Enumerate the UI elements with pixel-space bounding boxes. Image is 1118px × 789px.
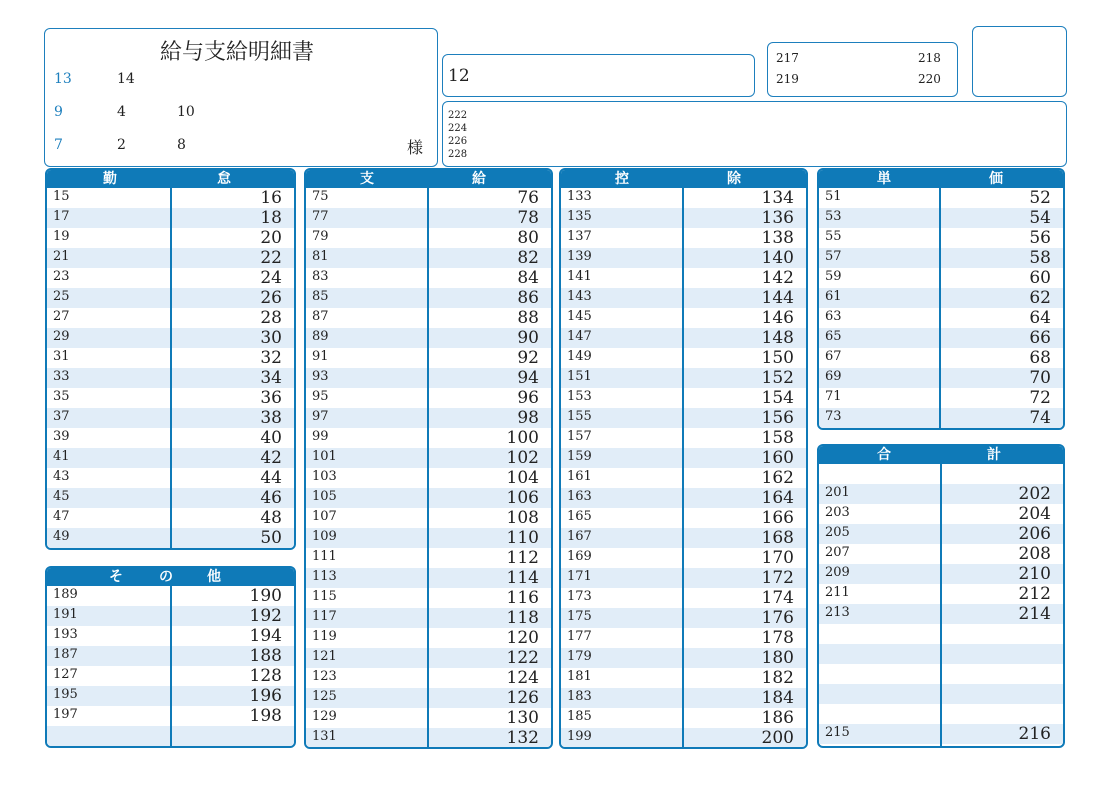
row-label: 61 <box>825 289 842 304</box>
row-label: 117 <box>312 609 337 624</box>
row-label: 35 <box>53 389 70 404</box>
row-value: 158 <box>761 428 794 448</box>
row-label: 143 <box>567 289 592 304</box>
row-label: 47 <box>53 509 70 524</box>
row-label: 185 <box>567 709 592 724</box>
row-label: 189 <box>53 587 78 602</box>
row-value: 142 <box>761 268 794 288</box>
table-row <box>819 248 1063 268</box>
row-label: 213 <box>825 605 850 620</box>
row-label: 73 <box>825 409 842 424</box>
row-label: 87 <box>312 309 329 324</box>
row-value: 128 <box>249 666 282 686</box>
row-label: 39 <box>53 429 70 444</box>
row-value: 62 <box>1029 288 1051 308</box>
row-label: 121 <box>312 649 337 664</box>
row-label: 169 <box>567 549 592 564</box>
row-value: 134 <box>761 188 794 208</box>
row-label: 45 <box>53 489 70 504</box>
row-label: 25 <box>53 289 70 304</box>
row-label: 205 <box>825 525 850 540</box>
row-label: 149 <box>567 349 592 364</box>
row-label: 203 <box>825 505 850 520</box>
row-label: 157 <box>567 429 592 444</box>
row-label: 155 <box>567 409 592 424</box>
row-label: 91 <box>312 349 329 364</box>
field-224: 224 <box>448 123 468 134</box>
field-219: 219 <box>776 72 799 86</box>
row-value: 110 <box>506 528 539 548</box>
field-222: 222 <box>448 110 468 121</box>
other-panel <box>45 566 296 748</box>
row-value: 132 <box>506 728 539 748</box>
row-value: 92 <box>517 348 539 368</box>
row-value: 64 <box>1029 308 1051 328</box>
row-label: 59 <box>825 269 842 284</box>
payment-header-2: 給 <box>472 171 486 187</box>
row-value: 30 <box>260 328 282 348</box>
row-value: 122 <box>506 648 539 668</box>
table-row <box>819 228 1063 248</box>
row-label: 175 <box>567 609 592 624</box>
row-label: 21 <box>53 249 70 264</box>
row-value: 214 <box>1018 604 1051 624</box>
field-7: 7 <box>54 137 63 153</box>
row-value: 186 <box>761 708 794 728</box>
row-value: 170 <box>761 548 794 568</box>
row-value: 86 <box>517 288 539 308</box>
row-label: 27 <box>53 309 70 324</box>
field-14: 14 <box>117 71 135 87</box>
row-label: 197 <box>53 707 78 722</box>
row-label: 141 <box>567 269 592 284</box>
row-value: 56 <box>1029 228 1051 248</box>
row-value: 74 <box>1029 408 1051 428</box>
attendance-panel <box>45 168 296 550</box>
row-label: 103 <box>312 469 337 484</box>
field-220: 220 <box>918 72 941 86</box>
row-label: 119 <box>312 629 337 644</box>
row-value: 116 <box>506 588 539 608</box>
row-label: 79 <box>312 229 329 244</box>
row-label: 193 <box>53 627 78 642</box>
row-label: 29 <box>53 329 70 344</box>
row-value: 88 <box>517 308 539 328</box>
other-header <box>47 568 294 586</box>
totals-header-1: 合 <box>877 447 891 463</box>
row-label: 81 <box>312 249 329 264</box>
other-header-3: 他 <box>207 569 221 585</box>
row-label: 55 <box>825 229 842 244</box>
row-label: 75 <box>312 189 329 204</box>
row-value: 28 <box>260 308 282 328</box>
row-value: 72 <box>1029 388 1051 408</box>
row-value: 112 <box>506 548 539 568</box>
row-value: 36 <box>260 388 282 408</box>
row-value: 48 <box>260 508 282 528</box>
row-label: 17 <box>53 209 70 224</box>
row-label: 129 <box>312 709 337 724</box>
field-12-box <box>442 54 755 97</box>
row-value: 206 <box>1018 524 1051 544</box>
table-row <box>819 188 1063 208</box>
row-label: 77 <box>312 209 329 224</box>
row-value: 80 <box>517 228 539 248</box>
row-value: 182 <box>761 668 794 688</box>
table-row <box>819 368 1063 388</box>
row-label: 99 <box>312 429 329 444</box>
row-label: 167 <box>567 529 592 544</box>
field-217-box <box>767 42 958 97</box>
row-value: 70 <box>1029 368 1051 388</box>
row-value: 126 <box>506 688 539 708</box>
deduction-header-2: 除 <box>727 171 741 187</box>
row-value: 16 <box>260 188 282 208</box>
row-label: 161 <box>567 469 592 484</box>
row-value: 118 <box>506 608 539 628</box>
row-label: 181 <box>567 669 592 684</box>
row-value: 76 <box>517 188 539 208</box>
document-title: 給与支給明細書 <box>160 40 315 65</box>
unit-price-header-2: 価 <box>989 171 1003 187</box>
row-label: 33 <box>53 369 70 384</box>
row-label: 89 <box>312 329 329 344</box>
unit-price-panel <box>817 168 1065 430</box>
row-value: 124 <box>506 668 539 688</box>
table-row <box>819 268 1063 288</box>
field-13: 13 <box>54 71 72 87</box>
row-value: 140 <box>761 248 794 268</box>
field-4: 4 <box>117 104 126 120</box>
row-label: 115 <box>312 589 337 604</box>
row-value: 192 <box>249 606 282 626</box>
unit-price-header <box>819 170 1063 188</box>
row-value: 160 <box>761 448 794 468</box>
row-label: 151 <box>567 369 592 384</box>
row-value: 166 <box>761 508 794 528</box>
row-label: 85 <box>312 289 329 304</box>
totals-header <box>819 446 1063 464</box>
unit-price-header-1: 単 <box>877 171 891 187</box>
payment-panel <box>304 168 553 749</box>
row-label: 209 <box>825 565 850 580</box>
row-value: 78 <box>517 208 539 228</box>
payment-header <box>306 170 551 188</box>
row-value: 172 <box>761 568 794 588</box>
attendance-header-1: 勤 <box>103 171 117 187</box>
totals-header-2: 計 <box>987 447 1001 463</box>
row-label: 51 <box>825 189 842 204</box>
row-label: 183 <box>567 689 592 704</box>
row-label: 133 <box>567 189 592 204</box>
row-value: 202 <box>1018 484 1051 504</box>
field-228: 228 <box>448 149 468 160</box>
row-value: 176 <box>761 608 794 628</box>
row-label: 125 <box>312 689 337 704</box>
row-label: 145 <box>567 309 592 324</box>
row-value: 194 <box>249 626 282 646</box>
row-value: 152 <box>761 368 794 388</box>
row-value: 24 <box>260 268 282 288</box>
stamp-box <box>972 26 1067 97</box>
row-label: 201 <box>825 485 850 500</box>
row-value: 174 <box>761 588 794 608</box>
row-label: 111 <box>312 549 337 564</box>
other-header-2: の <box>159 569 173 585</box>
row-label: 139 <box>567 249 592 264</box>
row-label: 57 <box>825 249 842 264</box>
row-label: 95 <box>312 389 329 404</box>
row-label: 171 <box>567 569 592 584</box>
row-label: 195 <box>53 687 78 702</box>
row-label: 101 <box>312 449 337 464</box>
row-value: 20 <box>260 228 282 248</box>
row-value: 120 <box>506 628 539 648</box>
notes-box <box>442 101 1067 167</box>
attendance-header-2: 怠 <box>217 171 231 187</box>
row-value: 216 <box>1018 724 1051 744</box>
row-value: 102 <box>506 448 539 468</box>
row-value: 46 <box>260 488 282 508</box>
row-value: 54 <box>1029 208 1051 228</box>
row-value: 180 <box>761 648 794 668</box>
row-label: 211 <box>825 585 850 600</box>
row-label: 147 <box>567 329 592 344</box>
row-value: 98 <box>517 408 539 428</box>
row-label: 135 <box>567 209 592 224</box>
row-label: 65 <box>825 329 842 344</box>
row-label: 43 <box>53 469 70 484</box>
row-value: 114 <box>506 568 539 588</box>
row-label: 153 <box>567 389 592 404</box>
row-label: 37 <box>53 409 70 424</box>
row-value: 52 <box>1029 188 1051 208</box>
row-value: 200 <box>761 728 794 748</box>
row-value: 40 <box>260 428 282 448</box>
field-10: 10 <box>177 104 195 120</box>
row-label: 179 <box>567 649 592 664</box>
row-value: 84 <box>517 268 539 288</box>
deduction-header <box>561 170 806 188</box>
row-value: 168 <box>761 528 794 548</box>
row-label: 97 <box>312 409 329 424</box>
honorific-sama: 様 <box>407 138 424 157</box>
row-label: 67 <box>825 349 842 364</box>
row-value: 178 <box>761 628 794 648</box>
row-value: 38 <box>260 408 282 428</box>
row-label: 49 <box>53 529 70 544</box>
row-value: 190 <box>249 586 282 606</box>
row-value: 212 <box>1018 584 1051 604</box>
row-label: 173 <box>567 589 592 604</box>
row-label: 207 <box>825 545 850 560</box>
row-value: 208 <box>1018 544 1051 564</box>
row-value: 94 <box>517 368 539 388</box>
row-value: 42 <box>260 448 282 468</box>
row-value: 148 <box>761 328 794 348</box>
field-217: 217 <box>776 51 799 65</box>
row-label: 137 <box>567 229 592 244</box>
field-2: 2 <box>117 137 126 153</box>
row-label: 191 <box>53 607 78 622</box>
row-label: 69 <box>825 369 842 384</box>
row-label: 107 <box>312 509 337 524</box>
totals-panel <box>817 444 1065 748</box>
row-label: 123 <box>312 669 337 684</box>
row-value: 58 <box>1029 248 1051 268</box>
row-value: 204 <box>1018 504 1051 524</box>
row-value: 162 <box>761 468 794 488</box>
row-value: 154 <box>761 388 794 408</box>
row-value: 82 <box>517 248 539 268</box>
table-row <box>819 408 1063 428</box>
row-label: 199 <box>567 729 592 744</box>
attendance-header <box>47 170 294 188</box>
row-value: 210 <box>1018 564 1051 584</box>
other-header-1: そ <box>109 569 123 585</box>
row-value: 44 <box>260 468 282 488</box>
row-label: 163 <box>567 489 592 504</box>
row-label: 19 <box>53 229 70 244</box>
row-value: 130 <box>506 708 539 728</box>
row-label: 53 <box>825 209 842 224</box>
row-label: 15 <box>53 189 70 204</box>
row-value: 136 <box>761 208 794 228</box>
row-value: 96 <box>517 388 539 408</box>
row-label: 31 <box>53 349 70 364</box>
row-label: 159 <box>567 449 592 464</box>
row-value: 26 <box>260 288 282 308</box>
table-row <box>819 308 1063 328</box>
row-label: 93 <box>312 369 329 384</box>
row-value: 66 <box>1029 328 1051 348</box>
unit-price-rows <box>819 188 1063 428</box>
row-value: 22 <box>260 248 282 268</box>
row-value: 108 <box>506 508 539 528</box>
table-row <box>819 388 1063 408</box>
row-label: 63 <box>825 309 842 324</box>
table-row <box>819 348 1063 368</box>
row-value: 138 <box>761 228 794 248</box>
row-label: 105 <box>312 489 337 504</box>
row-label: 83 <box>312 269 329 284</box>
field-226: 226 <box>448 136 468 147</box>
field-8: 8 <box>177 137 186 153</box>
row-value: 104 <box>506 468 539 488</box>
table-row <box>819 288 1063 308</box>
field-218: 218 <box>918 51 941 65</box>
row-value: 60 <box>1029 268 1051 288</box>
row-value: 164 <box>761 488 794 508</box>
row-label: 131 <box>312 729 337 744</box>
row-label: 113 <box>312 569 337 584</box>
row-value: 34 <box>260 368 282 388</box>
row-label: 23 <box>53 269 70 284</box>
table-row <box>819 328 1063 348</box>
row-value: 32 <box>260 348 282 368</box>
row-value: 144 <box>761 288 794 308</box>
row-value: 188 <box>249 646 282 666</box>
row-label: 41 <box>53 449 70 464</box>
row-value: 150 <box>761 348 794 368</box>
row-label: 165 <box>567 509 592 524</box>
deduction-header-1: 控 <box>615 171 629 187</box>
row-value: 50 <box>260 528 282 548</box>
row-value: 90 <box>517 328 539 348</box>
payment-header-1: 支 <box>360 171 374 187</box>
row-label: 215 <box>825 725 850 740</box>
table-row <box>819 208 1063 228</box>
row-value: 196 <box>249 686 282 706</box>
field-9: 9 <box>54 104 63 120</box>
row-value: 68 <box>1029 348 1051 368</box>
row-value: 198 <box>249 706 282 726</box>
deduction-panel <box>559 168 808 749</box>
row-value: 18 <box>260 208 282 228</box>
row-value: 100 <box>506 428 539 448</box>
row-label: 127 <box>53 667 78 682</box>
employee-info-box <box>44 28 438 167</box>
row-value: 156 <box>761 408 794 428</box>
row-label: 109 <box>312 529 337 544</box>
row-label: 177 <box>567 629 592 644</box>
field-12: 12 <box>448 66 470 86</box>
row-label: 187 <box>53 647 78 662</box>
row-value: 146 <box>761 308 794 328</box>
row-label: 71 <box>825 389 842 404</box>
row-value: 184 <box>761 688 794 708</box>
row-value: 106 <box>506 488 539 508</box>
